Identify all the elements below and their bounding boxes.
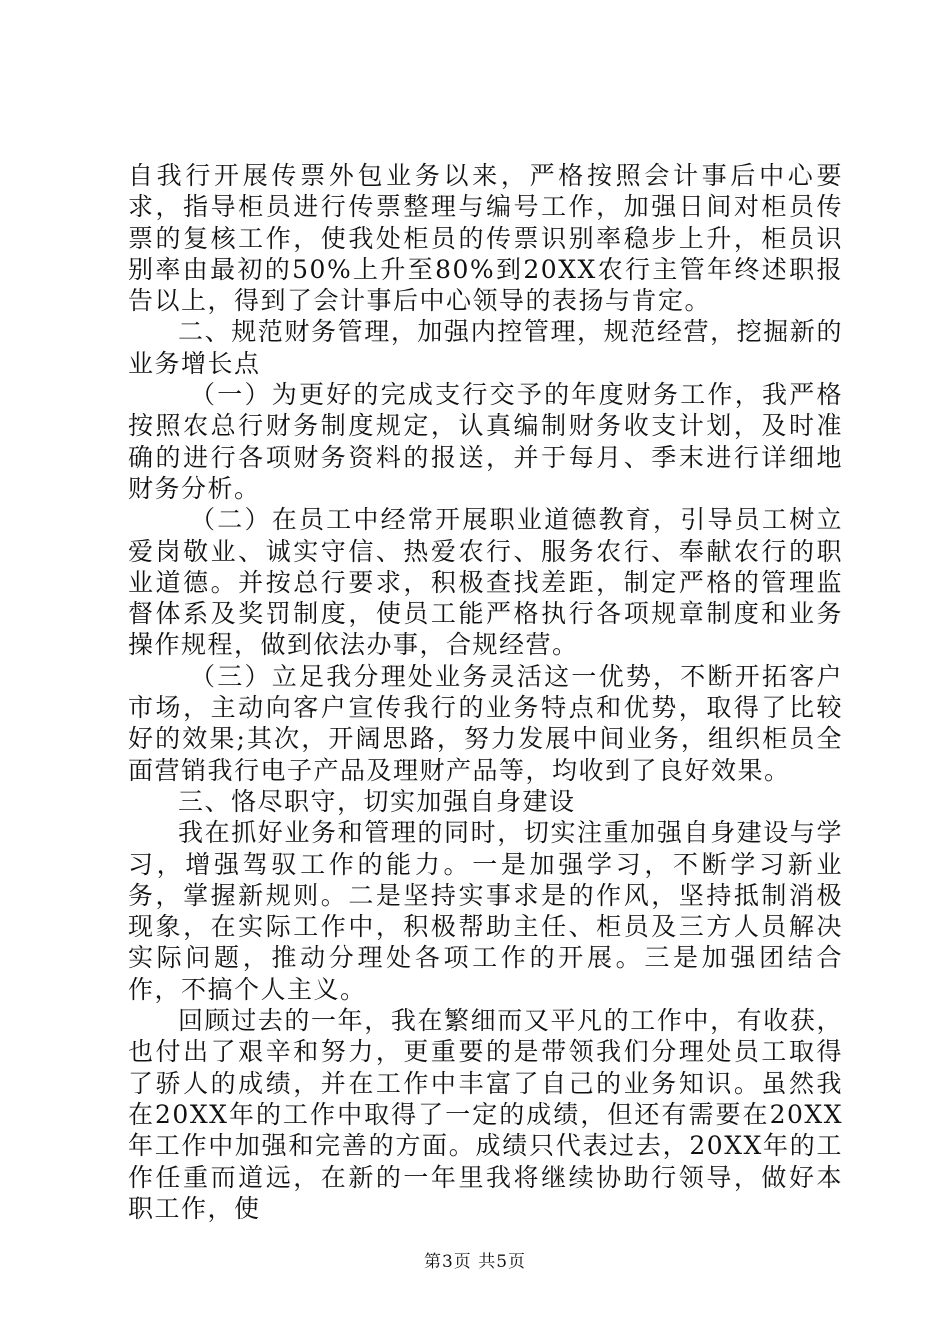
page-number-footer: 第3页 共5页 bbox=[423, 1252, 527, 1272]
paragraph-item-2: （二）在员工中经常开展职业道德教育，引导员工树立爱岗敬业、诚实守信、热爱农行、服务农行、奉献农行的职业道德。并按总行要求，积极查找差距，制定严格的管理监督体系及奖罚制度，使员工能严格执行各项规章制度和业务操作规程，做到依法办事，合规经营。 bbox=[128, 505, 843, 660]
paragraph-review: 回顾过去的一年，我在繁细而又平凡的工作中，有收获，也付出了艰辛和努力，更重要的是带领我们分理处员工取得了骄人的成绩，并在工作中丰富了自己的业务知识。虽然我在20XX年的工作中取得了一定的成绩，但还有需要在20XX年工作中加强和完善的方面。成绩只代表过去，20XX年的工作任重而道远，在新的一年里我将继续协助行领导，做好本职工作，使 bbox=[128, 1006, 843, 1223]
section-heading-2: 二、规范财务管理，加强内控管理，规范经营，挖掘新的业务增长点 bbox=[128, 317, 843, 378]
paragraph-self-building: 我在抓好业务和管理的同时，切实注重加强自身建设与学习，增强驾驭工作的能力。一是加强学习，不断学习新业务，掌握新规则。二是坚持实事求是的作风，坚持抵制消极现象，在实际工作中，积极帮助主任、柜员及三方人员解决实际问题，推动分理处各项工作的开展。三是加强团结合作，不搞个人主义。 bbox=[128, 818, 843, 1004]
paragraph-item-1: （一）为更好的完成支行交予的年度财务工作，我严格按照农总行财务制度规定，认真编制财务收支计划，及时准确的进行各项财务资料的报送，并于每月、季末进行详细地财务分析。 bbox=[128, 380, 843, 503]
paragraph-item-3: （三）立足我分理处业务灵活这一优势，不断开拓客户市场，主动向客户宣传我行的业务特点和优势，取得了比较好的效果;其次，开阔思路，努力发展中间业务，组织柜员全面营销我行电子产品及理财产品等，均收到了良好效果。 bbox=[128, 661, 843, 785]
paragraph-continuation: 自我行开展传票外包业务以来，严格按照会计事后中心要求，指导柜员进行传票整理与编号工作，加强日间对柜员传票的复核工作，使我处柜员的传票识别率稳步上升，柜员识别率由最初的50%上升至80%到20XX农行主管年终述职报告以上，得到了会计事后中心领导的表扬与肯定。 bbox=[128, 161, 843, 316]
section-heading-3: 三、恪尽职守，切实加强自身建设 bbox=[178, 786, 576, 816]
document-body bbox=[128, 160, 843, 1224]
